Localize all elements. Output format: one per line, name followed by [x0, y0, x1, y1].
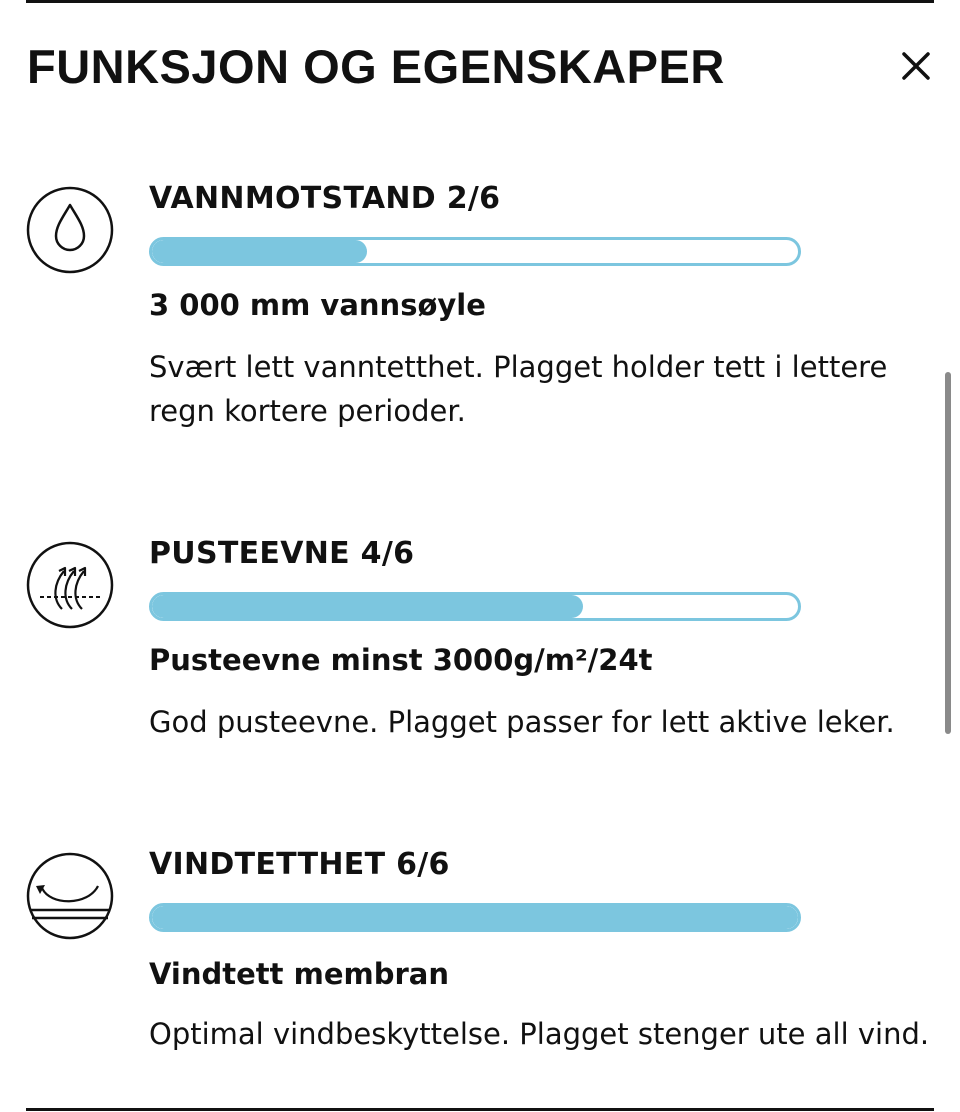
feature-description: Svært lett vanntetthet. Plagget holder tett i lettere regn kortere perioder. [149, 350, 888, 428]
close-icon [894, 44, 938, 88]
feature-title: VINDTETTHET 6/6 [149, 847, 450, 882]
feature-spec: 3 000 mm vannsøyle [149, 288, 486, 322]
scrollbar[interactable] [945, 372, 951, 734]
water-drop-icon [26, 186, 114, 274]
level-bar [149, 592, 801, 621]
level-bar [149, 237, 801, 266]
level-bar-fill [152, 906, 798, 929]
level-bar-fill [152, 595, 583, 618]
level-bar [149, 903, 801, 932]
feature-spec: Vindtett membran [149, 957, 450, 991]
wind-membrane-icon [26, 852, 114, 940]
feature-description: Optimal vindbeskyttelse. Plagget stenger ute all vind. [149, 1017, 930, 1051]
feature-title: PUSTEEVNE 4/6 [149, 536, 415, 571]
bottom-divider [26, 1108, 934, 1111]
close-button[interactable] [894, 44, 938, 88]
level-bar-fill [152, 240, 367, 263]
feature-spec: Pusteevne minst 3000g/m²/24t [149, 643, 653, 677]
top-divider [26, 0, 934, 3]
breathability-icon [26, 541, 114, 629]
page-title: FUNKSJON OG EGENSKAPER [27, 40, 725, 93]
feature-title: VANNMOTSTAND 2/6 [149, 181, 501, 216]
feature-description: God pusteevne. Plagget passer for lett aktive leker. [149, 705, 895, 739]
